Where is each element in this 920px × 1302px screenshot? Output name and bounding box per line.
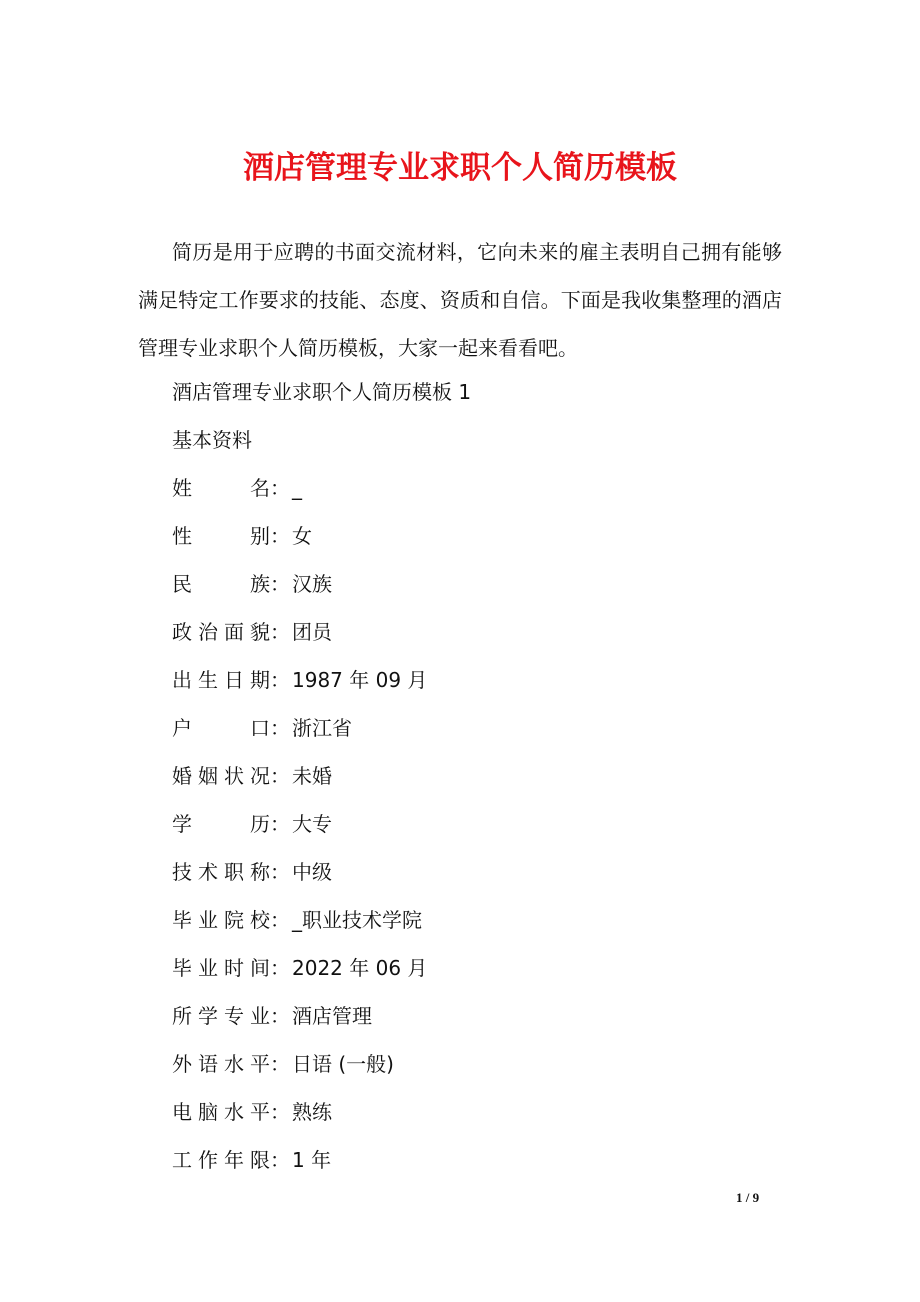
field-row [172, 1001, 372, 1031]
page-number: 1 / 9 [736, 1190, 760, 1205]
field-value: 浙江省 [292, 716, 352, 740]
field-label: 政治面貌 [172, 620, 270, 644]
field-label: 婚姻状况 [172, 764, 270, 788]
field-colon: ： [270, 1100, 290, 1124]
field-value: 酒店管理 [292, 1004, 372, 1028]
field-colon: ： [270, 572, 290, 596]
field-colon: ： [270, 476, 290, 500]
field-row [172, 521, 312, 551]
field-row [172, 1049, 394, 1079]
field-row [172, 665, 427, 695]
field-row [172, 617, 332, 647]
field-row [172, 473, 302, 503]
field-colon: ： [270, 1052, 290, 1076]
field-row [172, 1145, 331, 1175]
field-label: 电脑水平 [172, 1100, 270, 1124]
field-row [172, 857, 332, 887]
document-title: 酒店管理专业求职个人简历模板 [243, 150, 677, 186]
subheading-basic-info: 基本资料 [172, 428, 252, 452]
field-value: _职业技术学院 [292, 908, 422, 932]
field-value: 熟练 [292, 1100, 332, 1124]
field-value: 汉族 [292, 572, 332, 596]
field-label: 户口 [172, 716, 270, 740]
field-value: 大专 [292, 812, 332, 836]
field-label: 出生日期 [172, 668, 270, 692]
field-value: 1987 年 09 月 [292, 668, 428, 692]
field-label: 毕业院校 [172, 908, 270, 932]
field-row [172, 809, 332, 839]
field-colon: ： [270, 1004, 290, 1028]
field-colon: ： [270, 668, 290, 692]
field-colon: ： [270, 1148, 290, 1172]
field-row [172, 905, 422, 935]
field-colon: ： [270, 716, 290, 740]
field-label: 外语水平 [172, 1052, 270, 1076]
field-value: 2022 年 06 月 [292, 956, 428, 980]
field-value: 未婚 [292, 764, 332, 788]
field-label: 技术职称 [172, 860, 270, 884]
field-value: 团员 [292, 620, 332, 644]
section-heading: 酒店管理专业求职个人简历模板 1 [172, 380, 472, 404]
field-label: 工作年限 [172, 1148, 270, 1172]
field-colon: ： [270, 812, 290, 836]
field-colon: ： [270, 524, 290, 548]
field-value: _ [292, 476, 302, 500]
field-row [172, 713, 352, 743]
field-colon: ： [270, 620, 290, 644]
field-colon: ： [270, 860, 290, 884]
field-colon: ： [270, 764, 290, 788]
field-value: 1 年 [292, 1148, 332, 1172]
field-label: 学历 [172, 812, 270, 836]
field-colon: ： [270, 908, 290, 932]
field-label: 姓名 [172, 476, 270, 500]
field-value: 女 [292, 524, 312, 548]
field-row [172, 953, 427, 983]
field-label: 毕业时间 [172, 956, 270, 980]
field-value: 日语 (一般) [292, 1052, 394, 1076]
intro-paragraph: 简历是用于应聘的书面交流材料，它向未来的雇主表明自己拥有能够满足特定工作要求的技能、态度、资质和自信。下面是我收集整理的酒店管理专业求职个人简历模板，大家一起来看看吧。 [138, 240, 782, 360]
field-label: 民族 [172, 572, 270, 596]
field-colon: ： [270, 956, 290, 980]
field-label: 性别 [172, 524, 270, 548]
field-row [172, 761, 332, 791]
field-row [172, 569, 332, 599]
field-row [172, 1097, 332, 1127]
field-label: 所学专业 [172, 1004, 270, 1028]
field-value: 中级 [292, 860, 332, 884]
